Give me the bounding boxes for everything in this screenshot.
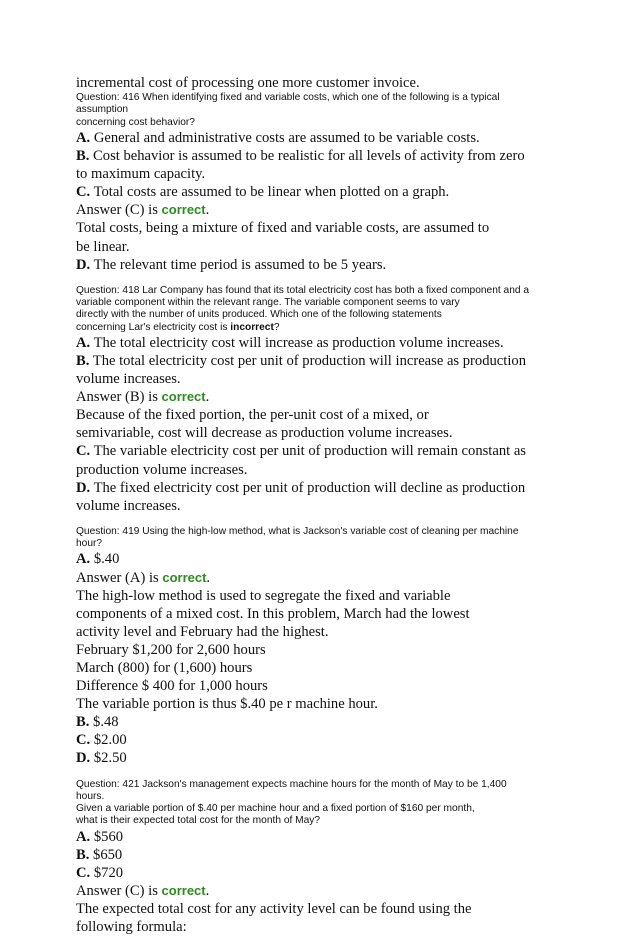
option-letter: D. — [76, 479, 91, 496]
question-text-suffix: ? — [273, 321, 280, 333]
option-letter: C. — [76, 864, 91, 881]
answer-suffix: . — [205, 389, 210, 406]
option-letter: A. — [76, 129, 91, 146]
option-b — [76, 846, 566, 864]
option-b-continued: volume increases. — [76, 371, 181, 388]
answer-prefix: Answer (A) is — [76, 569, 163, 586]
answer-prefix: Answer (C) is — [76, 883, 162, 900]
explanation-text: semivariable, cost will decrease as production volume increases. — [76, 425, 453, 442]
answer-prefix: Answer (B) is — [76, 389, 162, 406]
option-c-continued: production volume increases. — [76, 461, 248, 478]
option-letter: B. — [76, 353, 90, 370]
option-text: The fixed electricity cost per unit of production will decline as production — [90, 479, 526, 496]
option-text: $2.50 — [90, 750, 127, 767]
question-text: directly with the number of units produced. Which one of the following statements — [76, 309, 442, 321]
calculation-line: March (800) for (1,600) hours — [76, 660, 253, 677]
option-d — [76, 256, 566, 274]
spacer — [76, 274, 566, 285]
option-letter: D. — [76, 750, 91, 767]
option-b — [76, 352, 566, 370]
option-letter: B. — [76, 148, 90, 165]
answer-line — [76, 201, 566, 219]
option-d — [76, 749, 566, 767]
option-d — [76, 479, 566, 497]
answer-suffix: . — [206, 569, 211, 586]
option-letter: C. — [76, 443, 91, 460]
option-text: $560 — [90, 828, 124, 845]
option-text: General and administrative costs are assumed to be variable costs. — [90, 129, 480, 146]
explanation-text: components of a mixed cost. In this problem, March had the lowest — [76, 605, 470, 622]
option-c — [76, 731, 566, 749]
option-text: Cost behavior is assumed to be realistic for all levels of activity from zero — [89, 148, 525, 165]
question-text: Given a variable portion of $.40 per machine hour and a fixed portion of $160 per month, — [76, 803, 475, 815]
question-text: Question: 421 Jackson's management expects machine hours for the month of May to be 1,400 — [76, 778, 507, 790]
option-a — [76, 334, 566, 352]
option-text: The total electricity cost per unit of production will increase as production — [89, 353, 526, 370]
question-text: assumption — [76, 104, 129, 116]
option-text: The total electricity cost will increase as production volume increases. — [90, 334, 504, 351]
answer-suffix: . — [205, 202, 210, 219]
question-418 — [76, 285, 566, 515]
previous-question-tail: incremental cost of processing one more customer invoice. — [76, 75, 420, 91]
answer-suffix: . — [205, 883, 210, 900]
option-text: $.40 — [90, 551, 120, 568]
explanation-text: The expected total cost for any activity level can be found using the — [76, 901, 472, 918]
question-421 — [76, 779, 566, 936]
option-a — [76, 828, 566, 846]
answer-line — [76, 388, 566, 406]
option-letter: C. — [76, 732, 91, 749]
correct-label: correct — [162, 569, 207, 585]
option-c — [76, 864, 566, 882]
option-text: $650 — [89, 846, 123, 863]
calculation-line: Difference $ 400 for 1,000 hours — [76, 678, 268, 695]
explanation-text: following formula: — [76, 919, 187, 936]
question-text: Question: 416 When identifying fixed and variable costs, which one of the following is a typical — [76, 92, 500, 104]
option-letter: A. — [76, 828, 91, 845]
correct-label: correct — [161, 389, 206, 405]
explanation-text: be linear. — [76, 238, 130, 255]
question-text: what is their expected total cost for the month of May? — [76, 815, 321, 827]
question-text: concerning cost behavior? — [76, 116, 195, 128]
option-text: $.48 — [89, 714, 119, 731]
answer-line — [76, 882, 566, 900]
incorrect-emphasis: incorrect — [230, 321, 274, 333]
explanation-text: Because of the fixed portion, the per-unit cost of a mixed, or — [76, 407, 429, 424]
correct-label: correct — [161, 202, 206, 218]
option-text: $720 — [90, 864, 124, 881]
explanation-text: Total costs, being a mixture of fixed and variable costs, are assumed to — [76, 220, 490, 237]
option-a — [76, 550, 566, 568]
question-419 — [76, 526, 566, 768]
option-letter: D. — [76, 256, 91, 273]
option-b — [76, 147, 566, 165]
option-text: The variable electricity cost per unit of production will remain constant as — [90, 443, 526, 460]
option-letter: A. — [76, 334, 91, 351]
question-text — [76, 322, 566, 334]
explanation-text: The high-low method is used to segregate the fixed and variable — [76, 587, 451, 604]
option-b — [76, 713, 566, 731]
option-text: Total costs are assumed to be linear when plotted on a graph. — [90, 184, 450, 201]
option-letter: C. — [76, 184, 91, 201]
correct-label: correct — [161, 883, 206, 899]
question-text: variable component within the relevant range. The variable component seems to vary — [76, 297, 460, 309]
spacer — [76, 768, 566, 779]
option-a — [76, 129, 566, 147]
option-letter: B. — [76, 714, 90, 731]
explanation-text: The variable portion is thus $.40 pe r machine hour. — [76, 696, 378, 713]
option-letter: B. — [76, 846, 90, 863]
spacer — [76, 515, 566, 526]
document-page — [76, 74, 566, 936]
option-letter: A. — [76, 551, 91, 568]
question-416 — [76, 92, 566, 274]
option-b-continued: to maximum capacity. — [76, 166, 206, 183]
question-text: Question: 418 Lar Company has found that its total electricity cost has both a fixed component and a — [76, 284, 530, 296]
calculation-line: February $1,200 for 2,600 hours — [76, 641, 266, 658]
option-c — [76, 442, 566, 460]
option-text: $2.00 — [90, 732, 127, 749]
answer-prefix: Answer (C) is — [76, 202, 162, 219]
answer-line — [76, 569, 566, 587]
question-text: hour? — [76, 538, 103, 550]
question-text-prefix: concerning Lar's electricity cost is — [76, 321, 231, 333]
option-c — [76, 183, 566, 201]
option-text: The relevant time period is assumed to be 5 years. — [90, 256, 387, 273]
question-text: hours. — [76, 790, 105, 802]
explanation-text: activity level and February had the highest. — [76, 623, 329, 640]
question-text: Question: 419 Using the high-low method, what is Jackson's variable cost of cleaning per machine — [76, 525, 519, 537]
option-d-continued: volume increases. — [76, 497, 181, 514]
